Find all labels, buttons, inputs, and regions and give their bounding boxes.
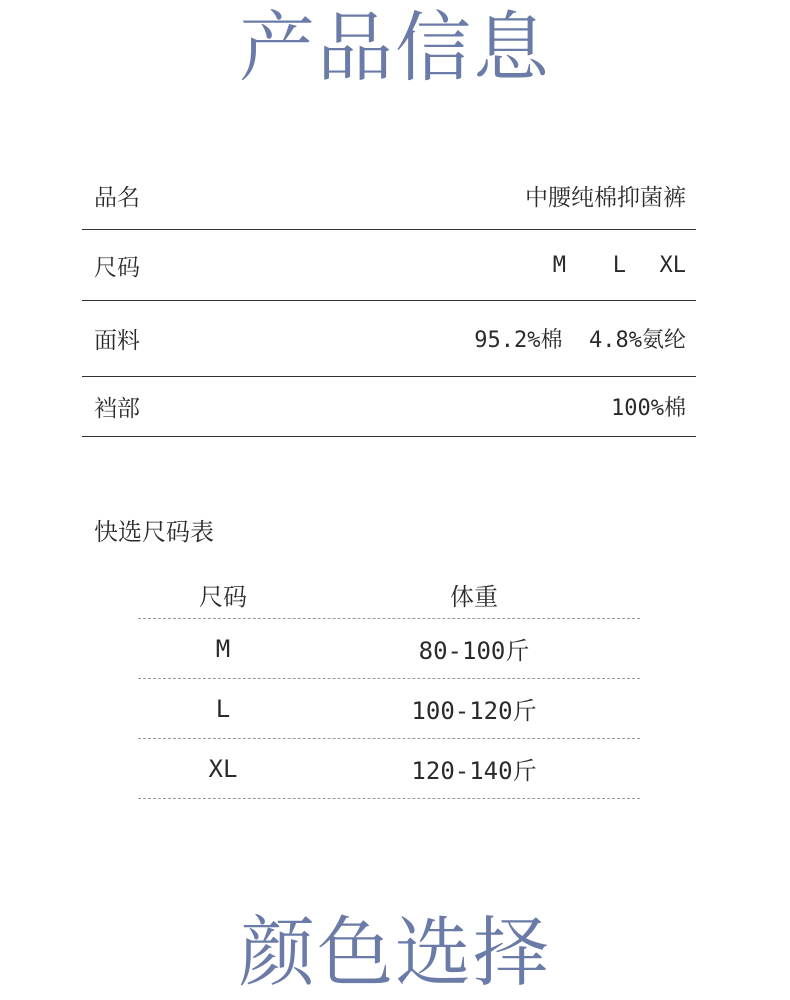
size-cell: L [215, 694, 231, 723]
size-value-xl: XL [659, 252, 686, 278]
weight-cell: 120-140斤 [411, 757, 537, 785]
info-label: 面料 [94, 328, 140, 354]
header-weight: 体重 [450, 582, 498, 611]
size-cell: XL [208, 754, 238, 783]
table-row [138, 739, 640, 799]
info-value: 100%棉 [611, 396, 686, 421]
weight-cell: 100-120斤 [411, 697, 537, 725]
size-value-l: L [612, 252, 626, 278]
info-label: 尺码 [94, 254, 140, 281]
info-label: 品名 [94, 185, 140, 211]
info-row-fabric [82, 301, 696, 377]
info-value: 95.2%棉 4.8%氨纶 [474, 328, 686, 353]
size-values [546, 253, 686, 278]
quick-size-title: 快选尺码表 [94, 518, 214, 546]
size-chart-header [138, 570, 640, 619]
info-label: 裆部 [94, 396, 140, 422]
table-row [138, 619, 640, 679]
color-choice-title: 颜色选择 [239, 908, 551, 997]
table-row [138, 679, 640, 739]
info-value: 中腰纯棉抑菌裤 [525, 185, 686, 211]
info-row-size [82, 230, 696, 301]
weight-cell: 80-100斤 [418, 637, 530, 665]
size-chart [138, 570, 640, 799]
product-info-table [82, 162, 696, 437]
info-row-crotch [82, 377, 696, 437]
size-cell: M [215, 634, 231, 663]
product-info-title: 产品信息 [239, 3, 551, 92]
header-size: 尺码 [199, 582, 247, 611]
size-value-m: M [552, 252, 566, 278]
info-row-name [82, 162, 696, 230]
